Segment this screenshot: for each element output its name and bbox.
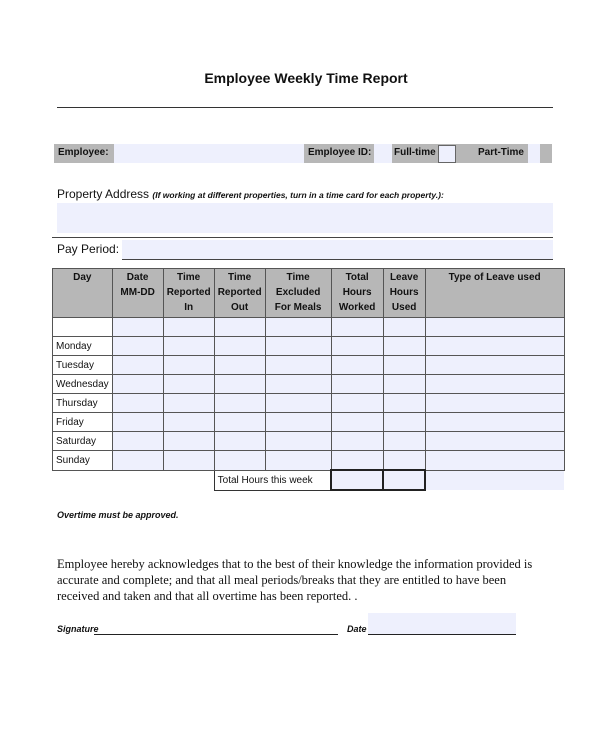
entry-cell[interactable]	[425, 337, 564, 356]
entry-cell[interactable]	[383, 356, 425, 375]
entry-cell[interactable]	[163, 375, 214, 394]
entry-cell[interactable]	[331, 337, 383, 356]
entry-cell[interactable]	[163, 318, 214, 337]
page-title: Employee Weekly Time Report	[204, 70, 408, 86]
entry-cell[interactable]	[331, 356, 383, 375]
entry-cell[interactable]	[265, 375, 331, 394]
entry-cell[interactable]	[112, 356, 163, 375]
property-address-label	[57, 187, 444, 201]
entry-cell[interactable]	[112, 318, 163, 337]
entry-cell[interactable]	[383, 337, 425, 356]
entry-cell[interactable]	[383, 394, 425, 413]
entry-cell[interactable]	[331, 451, 383, 471]
date-field[interactable]	[368, 613, 516, 635]
entry-cell[interactable]	[163, 356, 214, 375]
entry-cell[interactable]	[425, 375, 564, 394]
employee-label: Employee:	[58, 147, 109, 158]
total-hours-worked-field[interactable]	[331, 470, 383, 490]
col-time-out: Time Reported Out	[214, 269, 265, 318]
col-leave-hours: Leave Hours Used	[383, 269, 425, 318]
entry-cell[interactable]	[425, 394, 564, 413]
total-leave-hours-field[interactable]	[383, 470, 425, 490]
entry-cell[interactable]	[265, 413, 331, 432]
employee-field[interactable]	[114, 144, 304, 163]
signature-field[interactable]	[94, 624, 338, 635]
entry-cell[interactable]	[214, 394, 265, 413]
entry-cell[interactable]	[425, 451, 564, 471]
table-row	[53, 413, 565, 432]
entry-cell[interactable]	[214, 451, 265, 471]
divider	[57, 107, 553, 108]
entry-cell[interactable]	[265, 394, 331, 413]
entry-cell[interactable]	[214, 318, 265, 337]
entry-cell[interactable]	[265, 432, 331, 451]
table-row	[53, 451, 565, 471]
full-time-label: Full-time	[394, 147, 436, 158]
entry-cell[interactable]	[383, 375, 425, 394]
entry-cell[interactable]	[265, 318, 331, 337]
overtime-note: Overtime must be approved.	[57, 510, 179, 520]
entry-cell[interactable]	[163, 394, 214, 413]
day-cell: Sunday	[53, 451, 113, 471]
entry-cell[interactable]	[163, 451, 214, 471]
table-row	[53, 394, 565, 413]
day-cell: Friday	[53, 413, 113, 432]
entry-cell[interactable]	[265, 356, 331, 375]
entry-cell[interactable]	[163, 337, 214, 356]
table-row	[53, 337, 565, 356]
day-cell: Saturday	[53, 432, 113, 451]
entry-cell[interactable]	[425, 356, 564, 375]
entry-cell[interactable]	[383, 432, 425, 451]
entry-cell[interactable]	[214, 413, 265, 432]
day-cell: Thursday	[53, 394, 113, 413]
employee-id-label: Employee ID:	[308, 147, 372, 158]
table-row	[53, 318, 565, 337]
table-row	[53, 375, 565, 394]
entry-cell[interactable]	[112, 337, 163, 356]
divider	[52, 237, 553, 238]
entry-cell[interactable]	[112, 375, 163, 394]
acknowledgement-text: Employee hereby acknowledges that to the best of their knowledge the information provided is accurate and complete; and that all meal periods/breaks that they are entitled to have been received and taken and that all overtime has been reported. .	[57, 557, 533, 603]
entry-cell[interactable]	[214, 356, 265, 375]
entry-cell[interactable]	[425, 318, 564, 337]
entry-cell[interactable]	[331, 318, 383, 337]
entry-cell[interactable]	[214, 375, 265, 394]
employee-info-bar	[54, 144, 552, 163]
pay-period-field[interactable]	[122, 240, 553, 260]
full-time-checkbox[interactable]	[438, 145, 456, 163]
col-leave-type: Type of Leave used	[425, 269, 564, 318]
day-cell: Tuesday	[53, 356, 113, 375]
entry-cell[interactable]	[331, 394, 383, 413]
total-label: Total Hours this week	[214, 470, 331, 490]
day-cell: Monday	[53, 337, 113, 356]
col-time-in: Time Reported In	[163, 269, 214, 318]
time-table	[52, 268, 565, 491]
entry-cell[interactable]	[383, 451, 425, 471]
entry-cell[interactable]	[214, 337, 265, 356]
entry-cell[interactable]	[163, 413, 214, 432]
pay-period-label: Pay Period:	[57, 242, 120, 256]
table-row	[53, 432, 565, 451]
total-leave-type-field[interactable]	[425, 470, 564, 490]
total-row	[53, 470, 565, 490]
table-header	[53, 269, 565, 318]
entry-cell[interactable]	[383, 413, 425, 432]
entry-cell[interactable]	[383, 318, 425, 337]
date-label: Date	[347, 624, 367, 634]
entry-cell[interactable]	[112, 432, 163, 451]
part-time-label: Part-Time	[478, 147, 524, 158]
day-cell: Wednesday	[53, 375, 113, 394]
col-meals: Time Excluded For Meals	[265, 269, 331, 318]
entry-cell[interactable]	[112, 451, 163, 471]
entry-cell[interactable]	[265, 451, 331, 471]
entry-cell[interactable]	[331, 413, 383, 432]
entry-cell[interactable]	[331, 375, 383, 394]
property-address-note: (If working at different properties, turn in a time card for each property.):	[152, 190, 444, 200]
property-address-text: Property Address	[57, 187, 150, 201]
entry-cell[interactable]	[163, 432, 214, 451]
col-total-hours: Total Hours Worked	[331, 269, 383, 318]
table-row	[53, 356, 565, 375]
col-date: Date MM-DD	[112, 269, 163, 318]
entry-cell[interactable]	[265, 337, 331, 356]
entry-cell[interactable]	[425, 413, 564, 432]
property-address-field[interactable]	[57, 203, 553, 233]
entry-cell[interactable]	[425, 432, 564, 451]
entry-cell[interactable]	[112, 394, 163, 413]
entry-cell[interactable]	[112, 413, 163, 432]
employee-id-field[interactable]	[374, 144, 392, 163]
part-time-checkbox[interactable]	[528, 144, 540, 163]
entry-cell[interactable]	[331, 432, 383, 451]
day-cell	[53, 318, 113, 337]
entry-cell[interactable]	[214, 432, 265, 451]
signature-label: Signature	[57, 624, 99, 634]
col-day: Day	[53, 269, 113, 318]
